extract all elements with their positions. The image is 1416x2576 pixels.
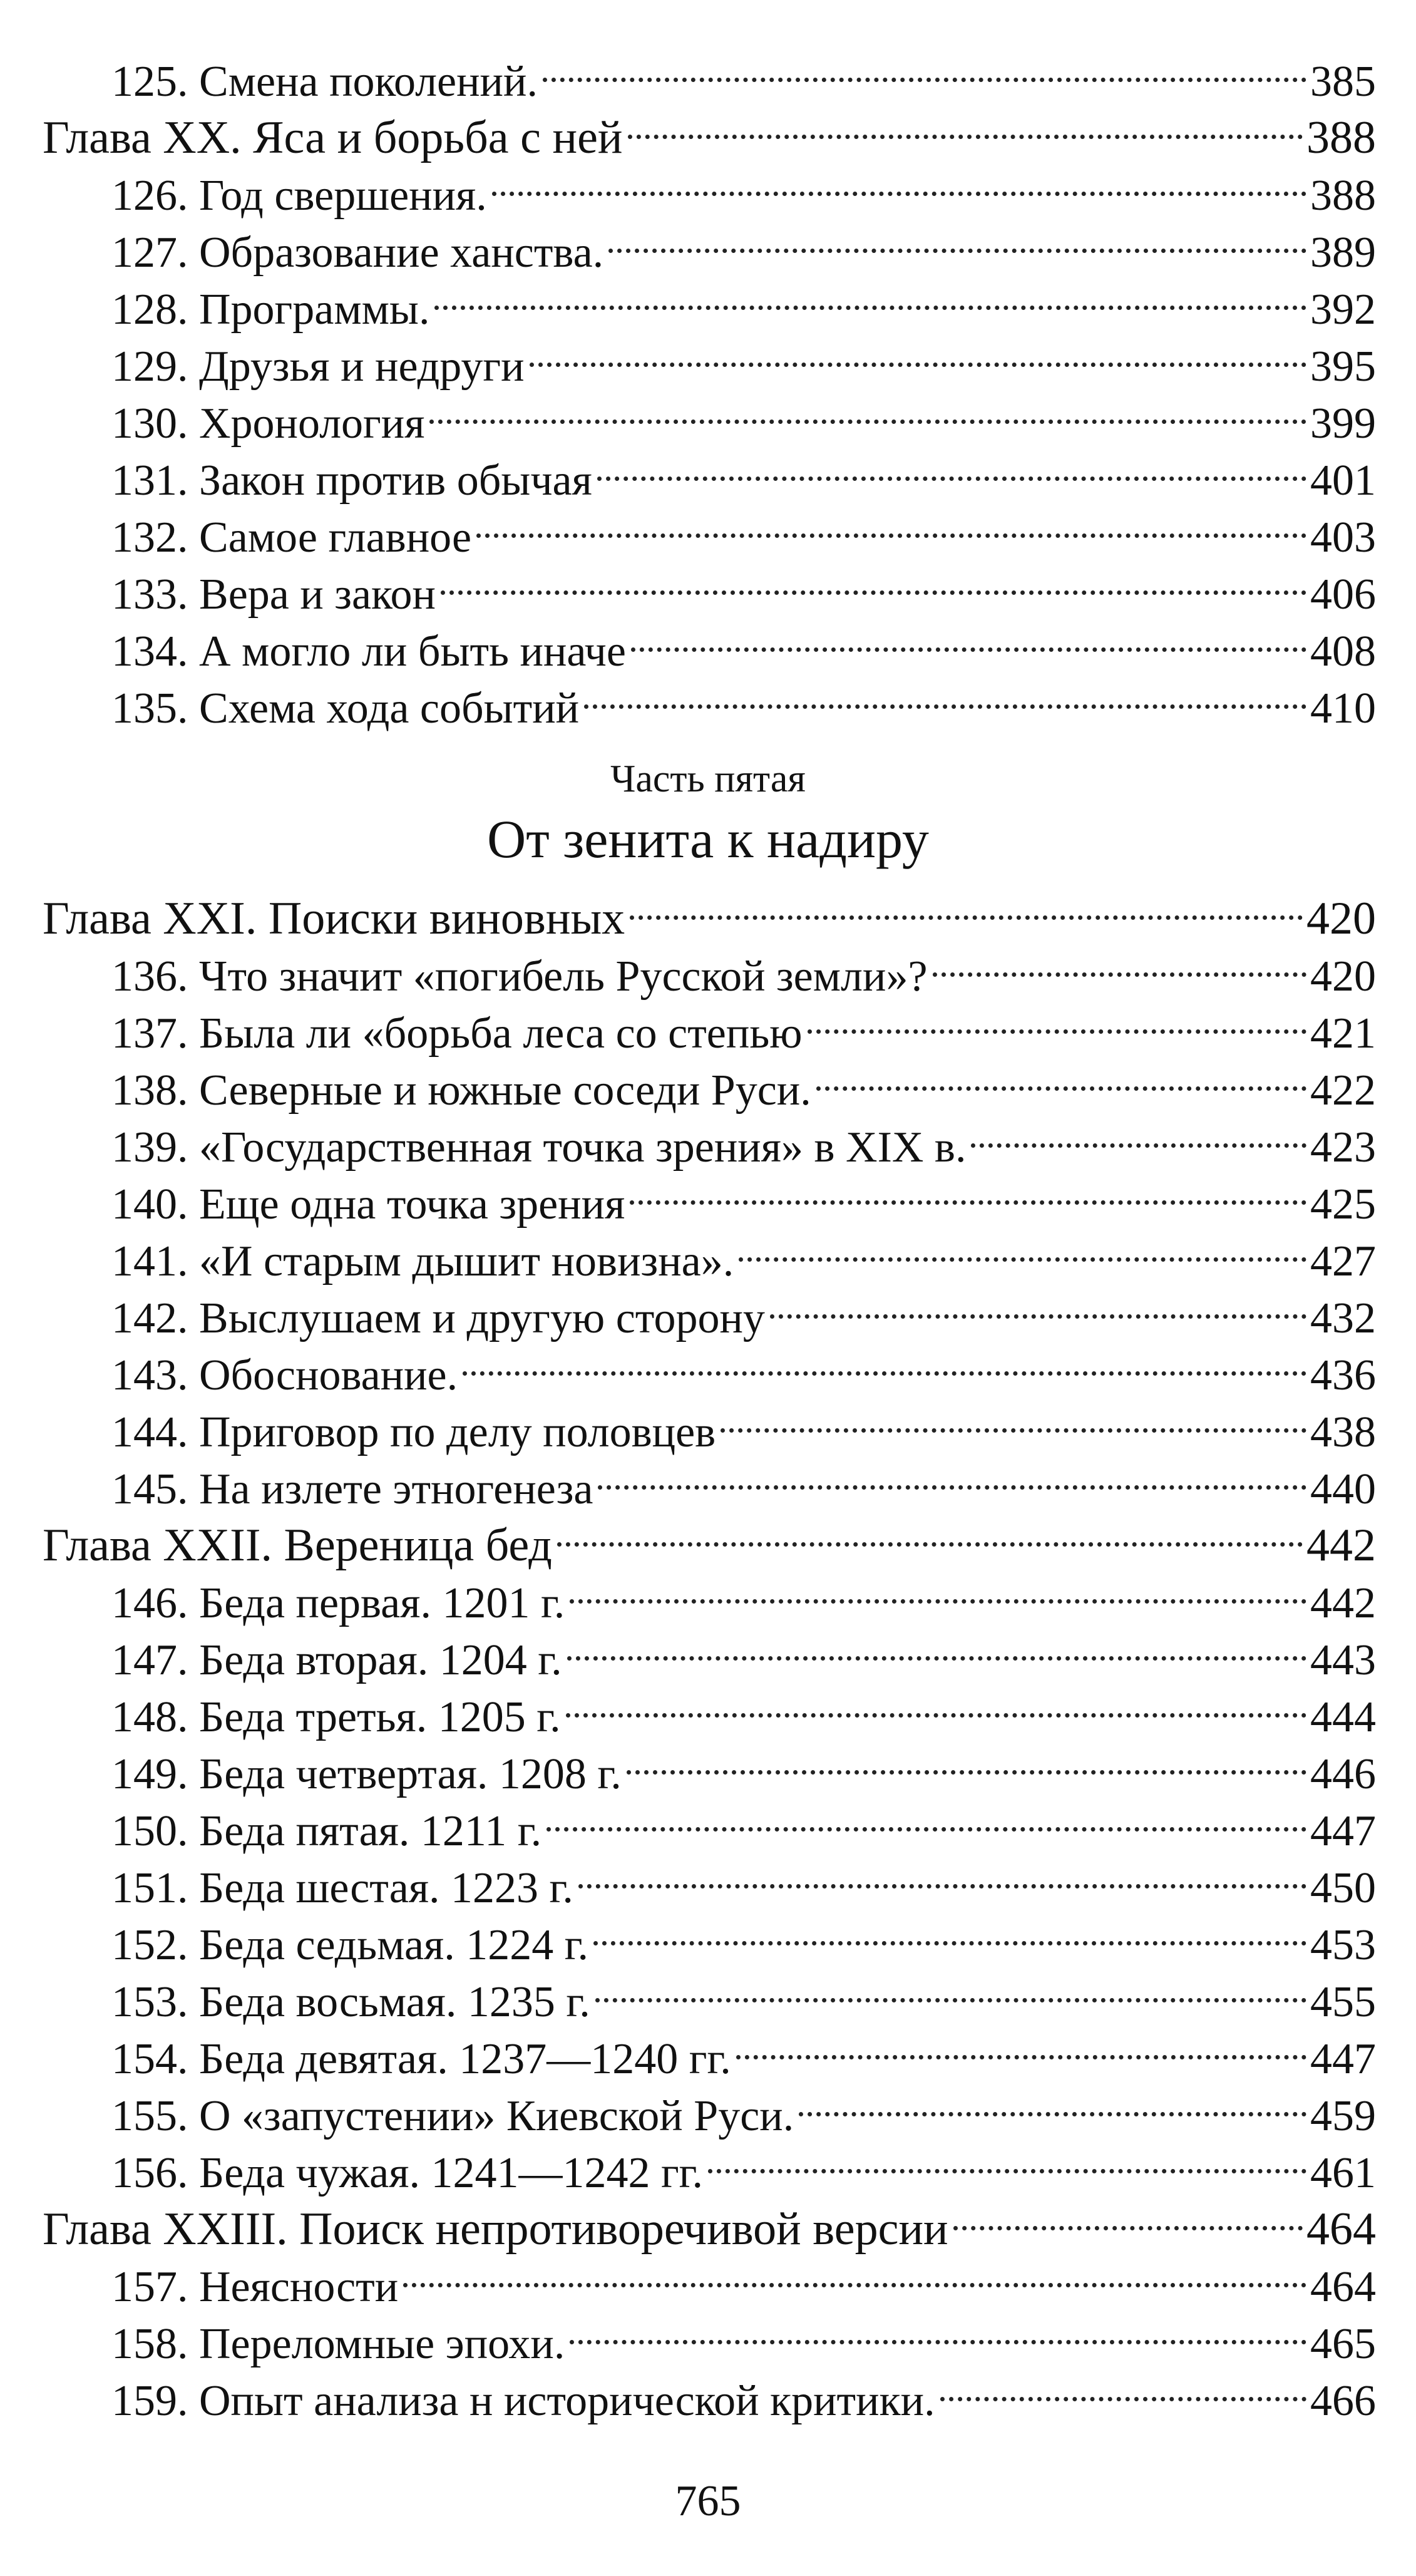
dot-leader: [429, 267, 1310, 324]
toc-entry-title: 131. Закон против обычая: [111, 456, 592, 505]
dot-leader: [565, 1560, 1310, 1617]
toc-entry-page: 436: [1310, 1351, 1376, 1399]
dot-leader: [626, 609, 1310, 666]
toc-entry-title: Глава XXIII. Поиск непротиворечивой версии: [43, 2203, 948, 2255]
dot-leader: [625, 1162, 1310, 1218]
toc-entry-title: 157. Неясности: [111, 2263, 399, 2311]
toc-entry-page: 453: [1310, 1921, 1376, 1969]
toc-entry-page: 427: [1310, 1237, 1376, 1285]
toc-entry-page: 442: [1306, 1520, 1376, 1571]
toc-list-top: [43, 39, 1376, 733]
toc-entry-title: 143. Обоснование.: [111, 1351, 458, 1399]
toc-entry-title: Глава XX. Яса и борьба с ней: [43, 112, 623, 163]
dot-leader: [588, 1902, 1310, 1959]
toc-entry-title: 127. Образование ханства.: [111, 229, 604, 277]
toc-entry-page: 465: [1310, 2320, 1376, 2368]
toc-entry-title: 132. Самое главное: [111, 513, 472, 562]
toc-entry-page: 420: [1310, 952, 1376, 1001]
toc-entry-page: 450: [1310, 1864, 1376, 1912]
dot-leader: [603, 210, 1310, 267]
toc-entry-page: 385: [1310, 58, 1376, 106]
dot-leader: [622, 1731, 1310, 1788]
dot-leader: [487, 153, 1310, 210]
toc-entry-title: 147. Беда вторая. 1204 г.: [111, 1636, 562, 1684]
toc-entry-title: Глава XXI. Поиски виновных: [43, 893, 625, 944]
toc-entry-page: 401: [1310, 456, 1376, 505]
toc-entry-page: 388: [1310, 172, 1376, 220]
toc-entry-page: 464: [1306, 2203, 1376, 2255]
dot-leader: [458, 1332, 1310, 1389]
dot-leader: [966, 1105, 1310, 1162]
toc-entry-title: 151. Беда шестая. 1223 г.: [111, 1864, 573, 1912]
toc-entry-page: 461: [1310, 2149, 1376, 2197]
toc-entry-page: 455: [1310, 1978, 1376, 2026]
toc-entry-title: 133. Вера и закон: [111, 570, 436, 619]
toc-entry-title: 158. Переломные эпохи.: [111, 2320, 565, 2368]
dot-leader: [803, 991, 1310, 1048]
dot-leader: [471, 495, 1310, 552]
toc-entry-page: 447: [1310, 2035, 1376, 2083]
dot-leader: [625, 877, 1306, 934]
toc-entry-page: 406: [1310, 570, 1376, 619]
toc-entry-page: 410: [1310, 684, 1376, 733]
dot-leader: [541, 1788, 1310, 1845]
dot-leader: [579, 666, 1310, 723]
toc-entry-title: 146. Беда первая. 1201 г.: [111, 1579, 565, 1627]
toc-entry-title: 152. Беда седьмая. 1224 г.: [111, 1921, 589, 1969]
toc-entry-title: 145. На излете этногенеза: [111, 1465, 593, 1513]
toc-entry-page: 425: [1310, 1180, 1376, 1229]
toc-entry-page: 466: [1310, 2377, 1376, 2425]
toc-entry-title: 142. Выслушаем и другую сторону: [111, 1294, 765, 1342]
toc-entry-title: 140. Еще одна точка зрения: [111, 1180, 625, 1229]
toc-entry-title: 126. Год свершения.: [111, 172, 487, 220]
dot-leader: [424, 381, 1310, 438]
toc-entry-page: 444: [1310, 1693, 1376, 1741]
toc-entry-page: 408: [1310, 627, 1376, 676]
toc-entry-page: 421: [1310, 1009, 1376, 1058]
toc-entry-title: Глава XXII. Вереница бед: [43, 1520, 552, 1571]
toc-entry-page: 442: [1310, 1579, 1376, 1627]
toc-entry-title: 144. Приговор по делу половцев: [111, 1408, 716, 1456]
toc-entry-page: 392: [1310, 286, 1376, 334]
toc-entry-page: 440: [1310, 1465, 1376, 1513]
toc-section-entry: [43, 39, 1376, 106]
toc-entry-title: 159. Опыт анализа н исторической критики.: [111, 2377, 935, 2425]
toc-entry-title: 136. Что значит «погибель Русской земли»?: [111, 952, 928, 1001]
dot-leader: [561, 1674, 1310, 1731]
dot-leader: [765, 1275, 1310, 1332]
toc-entry-page: 446: [1310, 1750, 1376, 1798]
toc-entry-title: 129. Друзья и недруги: [111, 343, 525, 391]
toc-entry-page: 395: [1310, 343, 1376, 391]
toc-entry-page: 399: [1310, 399, 1376, 448]
toc-entry-page: 443: [1310, 1636, 1376, 1684]
toc-entry-page: 420: [1306, 893, 1376, 944]
toc-entry-title: 149. Беда четвертая. 1208 г.: [111, 1750, 622, 1798]
dot-leader: [794, 2073, 1310, 2130]
dot-leader: [811, 1048, 1310, 1105]
part-label: Часть пятая: [610, 758, 806, 800]
toc-entry-title: 150. Беда пятая. 1211 г.: [111, 1807, 542, 1855]
toc-entry-title: 148. Беда третья. 1205 г.: [111, 1693, 561, 1741]
toc-chapter-entry: [43, 877, 1376, 944]
dot-leader: [525, 324, 1310, 381]
toc-entry-page: 403: [1310, 513, 1376, 562]
dot-leader: [538, 39, 1310, 96]
dot-leader: [562, 1617, 1310, 1674]
toc-entry-title: 135. Схема хода событий: [111, 684, 580, 733]
dot-leader: [935, 2358, 1310, 2415]
dot-leader: [928, 934, 1310, 991]
dot-leader: [734, 1218, 1310, 1275]
toc-entry-page: 432: [1310, 1294, 1376, 1342]
toc-entry-title: 130. Хронология: [111, 399, 425, 448]
toc-entry-title: 128. Программы.: [111, 286, 430, 334]
page-number: 765: [675, 2477, 741, 2525]
toc-entry-page: 423: [1310, 1123, 1376, 1172]
dot-leader: [703, 2130, 1310, 2187]
toc-entry-title: 155. О «запустении» Киевской Руси.: [111, 2092, 794, 2140]
toc-entry-page: 447: [1310, 1807, 1376, 1855]
toc-entry-page: 464: [1310, 2263, 1376, 2311]
dot-leader: [590, 1959, 1310, 2016]
toc-entry-title: 134. А могло ли быть иначе: [111, 627, 626, 676]
dot-leader: [398, 2244, 1310, 2301]
toc-entry-title: 153. Беда восьмая. 1235 г.: [111, 1978, 590, 2026]
dot-leader: [716, 1389, 1310, 1446]
dot-leader: [623, 96, 1306, 153]
dot-leader: [593, 1446, 1310, 1503]
dot-leader: [436, 552, 1310, 609]
toc-entry-title: 154. Беда девятая. 1237—1240 гг.: [111, 2035, 731, 2083]
toc-entry-title: 156. Беда чужая. 1241—1242 гг.: [111, 2149, 703, 2197]
dot-leader: [552, 1503, 1306, 1560]
part-title: От зенита к надиру: [487, 809, 929, 869]
toc-entry-page: 388: [1306, 112, 1376, 163]
toc-entry-title: 137. Была ли «борьба леса со степью: [111, 1009, 803, 1058]
toc-entry-title: 141. «И старым дышит новизна».: [111, 1237, 734, 1285]
toc-entry-title: 125. Смена поколений.: [111, 58, 538, 106]
toc-entry-title: 139. «Государственная точка зрения» в XIX в.: [111, 1123, 967, 1172]
dot-leader: [731, 2016, 1310, 2073]
dot-leader: [592, 438, 1310, 495]
toc-list-bottom: [43, 877, 1376, 2425]
dot-leader: [573, 1845, 1310, 1902]
toc-entry-title: 138. Северные и южные соседи Руси.: [111, 1066, 811, 1115]
dot-leader: [565, 2301, 1310, 2358]
toc-entry-page: 438: [1310, 1408, 1376, 1456]
toc-entry-page: 422: [1310, 1066, 1376, 1115]
dot-leader: [948, 2187, 1306, 2244]
toc-entry-page: 389: [1310, 229, 1376, 277]
toc-entry-page: 459: [1310, 2092, 1376, 2140]
